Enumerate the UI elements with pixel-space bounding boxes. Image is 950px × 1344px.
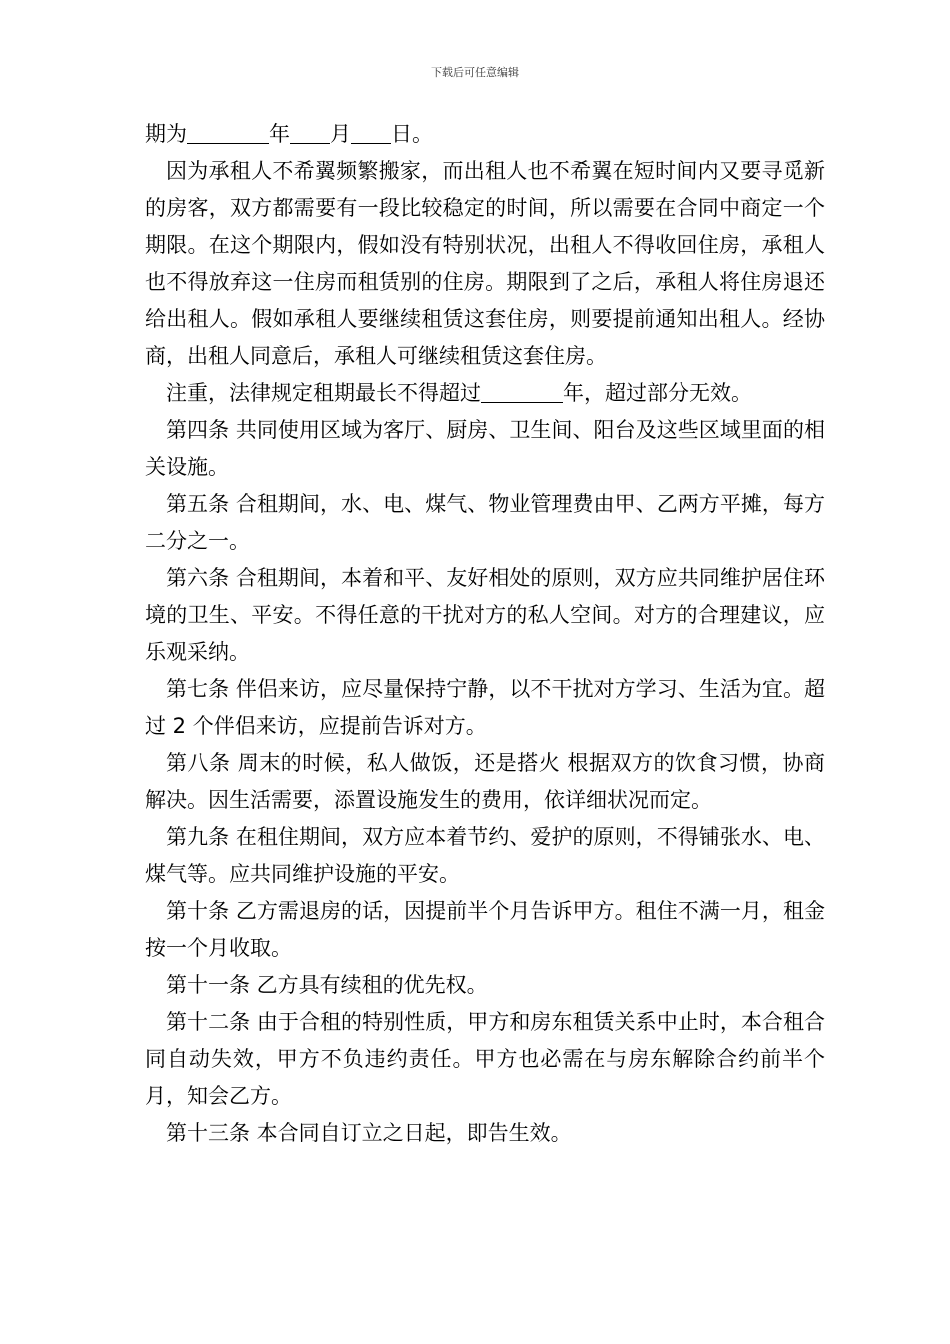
year-label: 年 — [269, 122, 290, 146]
document-body — [145, 116, 825, 1152]
article-6: 第六条 合租期间，本着和平、友好相处的原则，双方应共同维护居住环境的卫生、平安。不得任意的干扰对方的私人空间。对方的合理建议，应乐观采纳。 — [145, 566, 825, 664]
reason-paragraph: 因为承租人不希翼频繁搬家，而出租人也不希翼在短时间内又要寻觅新的房客，双方都需要有一段比较稳定的时间，所以需要在合同中商定一个期限。在这个期限内，假如没有特别状况，出租人不得收回住房，承租人也不得放弃这一住房而租赁别的住房。期限到了之后，承租人将住房退还给出租人。假如承租人要继续租赁这套住房，则要提前通知出租人。经协商，出租人同意后，承租人可继续租赁这套住房。 — [145, 159, 825, 368]
day-blank — [351, 123, 391, 144]
article-13: 第十三条 本合同自订立之日起，即告生效。 — [166, 1121, 572, 1145]
article-5: 第五条 合租期间，水、电、煤气、物业管理费由甲、乙两方平摊，每方二分之一。 — [145, 492, 825, 553]
lease-term-line — [145, 116, 825, 153]
article-7: 第七条 伴侣来访，应尽量保持宁静，以不干扰对方学习、生活为宜。超过 2 个伴侣来访，应提前告诉对方。 — [145, 677, 825, 738]
article-11: 第十一条 乙方具有续租的优先权。 — [166, 973, 488, 997]
article-8: 第八条 周末的时候，私人做饭，还是搭火 根据双方的饮食习惯，协商解决。因生活需要，添置设施发生的费用，依详细状况而定。 — [145, 751, 825, 812]
article-9: 第九条 在租住期间，双方应本着节约、爱护的原则，不得铺张水、电、煤气等。应共同维护设施的平安。 — [145, 825, 825, 886]
article-12: 第十二条 由于合租的特别性质，甲方和房东租赁关系中止时，本合租合同自动失效，甲方不负违约责任。甲方也必需在与房东解除合约前半个月，知会乙方。 — [145, 1010, 825, 1108]
note-prefix: 注重，法律规定租期最长不得超过 — [166, 381, 481, 405]
article-4: 第四条 共同使用区域为客厅、厨房、卫生间、阳台及这些区域里面的相关设施。 — [145, 418, 825, 479]
month-label: 月 — [330, 122, 351, 146]
note-paragraph — [145, 375, 825, 412]
year-blank — [187, 123, 269, 144]
max-years-blank — [481, 382, 563, 403]
day-label: 日。 — [391, 122, 433, 146]
note-suffix: 年，超过部分无效。 — [563, 381, 752, 405]
month-blank — [290, 123, 330, 144]
article-10: 第十条 乙方需退房的话，因提前半个月告诉甲方。租住不满一月，租金按一个月收取。 — [145, 899, 825, 960]
lease-term-prefix: 期为 — [145, 122, 187, 146]
page-header: 下载后可任意编辑 — [431, 66, 519, 79]
